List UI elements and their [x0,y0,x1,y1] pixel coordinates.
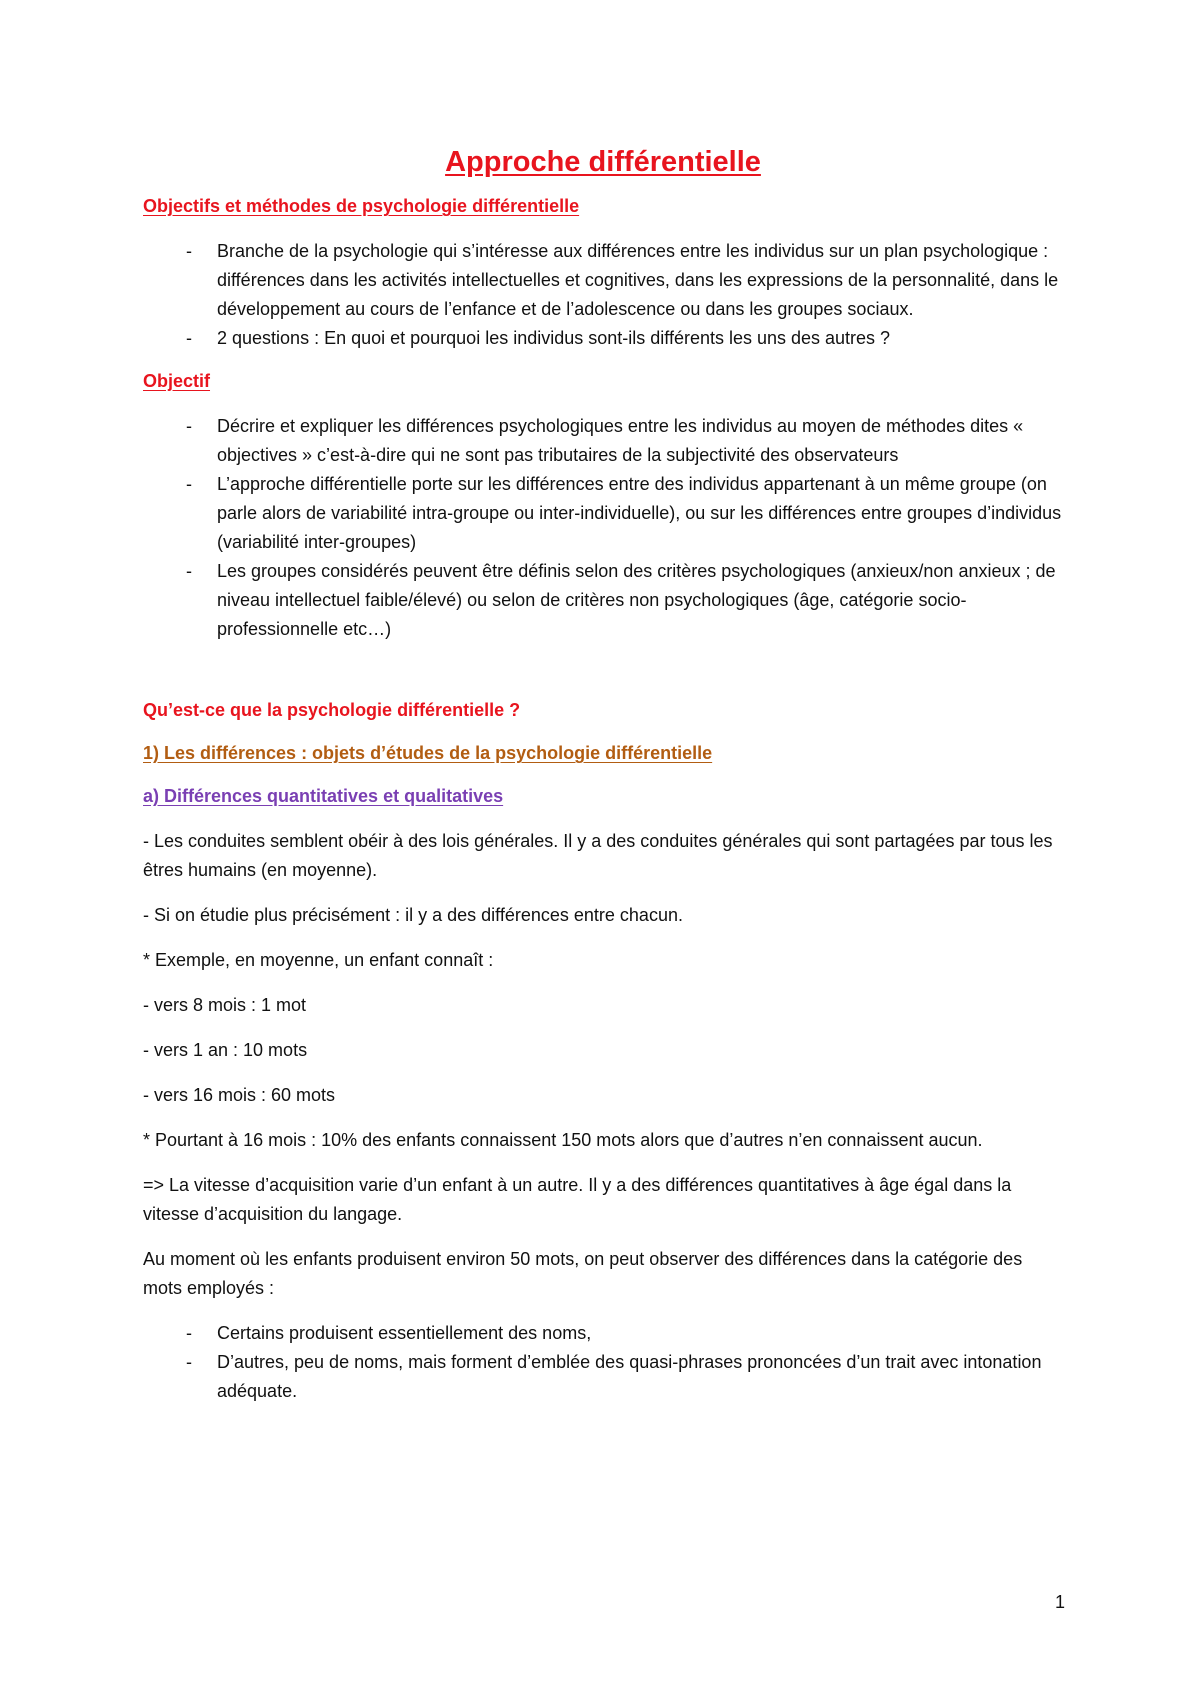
paragraph: - vers 1 an : 10 mots [143,1040,308,1060]
paragraph: - vers 8 mois : 1 mot [143,995,307,1015]
section-heading-objectif: Objectif [143,371,211,391]
section-heading-question: Qu’est-ce que la psychologie différentielle ? [143,700,521,720]
paragraph: * Exemple, en moyenne, un enfant connaît : [143,950,494,970]
list-item: - Décrire et expliquer les différences psychologiques entre les individus au moyen de méthodes dites « objectives » c’est-à-dire qui ne sont pas tributaires de la subjectivité des observateurs [143,412,1063,470]
paragraph: - Si on étudie plus précisément : il y a des différences entre chacun. [143,905,683,925]
list-item: - Certains produisent essentiellement des noms, [143,1319,1063,1348]
list-item: - L’approche différentielle porte sur les différences entre des individus appartenant à un même groupe (on parle alors de variabilité intra-groupe ou inter-individuelle), ou sur les différences entre groupes d’individus (variabilité inter-groupes) [143,470,1063,557]
bullet-list [143,412,1063,644]
paragraph: => La vitesse d’acquisition varie d’un enfant à un autre. Il y a des différences quantitatives à âge égal dans la vitesse d’acquisition du langage. [143,1175,1012,1224]
paragraph: - vers 16 mois : 60 mots [143,1085,336,1105]
spacer [143,660,1063,698]
list-item: - Les groupes considérés peuvent être définis selon des critères psychologiques (anxieux/non anxieux ; de niveau intellectuel faible/élevé) ou selon de critères non psychologiques (âge, catégorie socio-professionnelle etc…) [143,557,1063,644]
page-content [143,142,1063,1422]
paragraph: Au moment où les enfants produisent environ 50 mots, on peut observer des différences dans la catégorie des mots employés : [143,1249,1023,1298]
list-item: - 2 questions : En quoi et pourquoi les individus sont-ils différents les uns des autres ? [143,324,1063,353]
bullet-list [143,1319,1063,1406]
paragraph: * Pourtant à 16 mois : 10% des enfants connaissent 150 mots alors que d’autres n’en connaissent aucun. [143,1130,983,1150]
subsubsection-heading-quantitatives: a) Différences quantitatives et qualitatives [143,786,504,806]
bullet-list [143,237,1063,353]
paragraph: - Les conduites semblent obéir à des lois générales. Il y a des conduites générales qui sont partagées par tous les êtres humains (en moyenne). [143,831,1053,880]
section-heading-objectifs-methodes: Objectifs et méthodes de psychologie différentielle [143,196,580,216]
document-title: Approche différentielle [445,146,761,178]
page-number: 1 [1054,1592,1065,1612]
list-item: - Branche de la psychologie qui s’intéresse aux différences entre les individus sur un plan psychologique : différences dans les activités intellectuelles et cognitives, dans les expressions de la personnalité, dans le développement au cours de l’enfance et de l’adolescence ou dans les groupes sociaux. [143,237,1063,324]
subsection-heading-differences: 1) Les différences : objets d’études de la psychologie différentielle [143,743,713,763]
list-item: - D’autres, peu de noms, mais forment d’emblée des quasi-phrases prononcées d’un trait avec intonation adéquate. [143,1348,1063,1406]
